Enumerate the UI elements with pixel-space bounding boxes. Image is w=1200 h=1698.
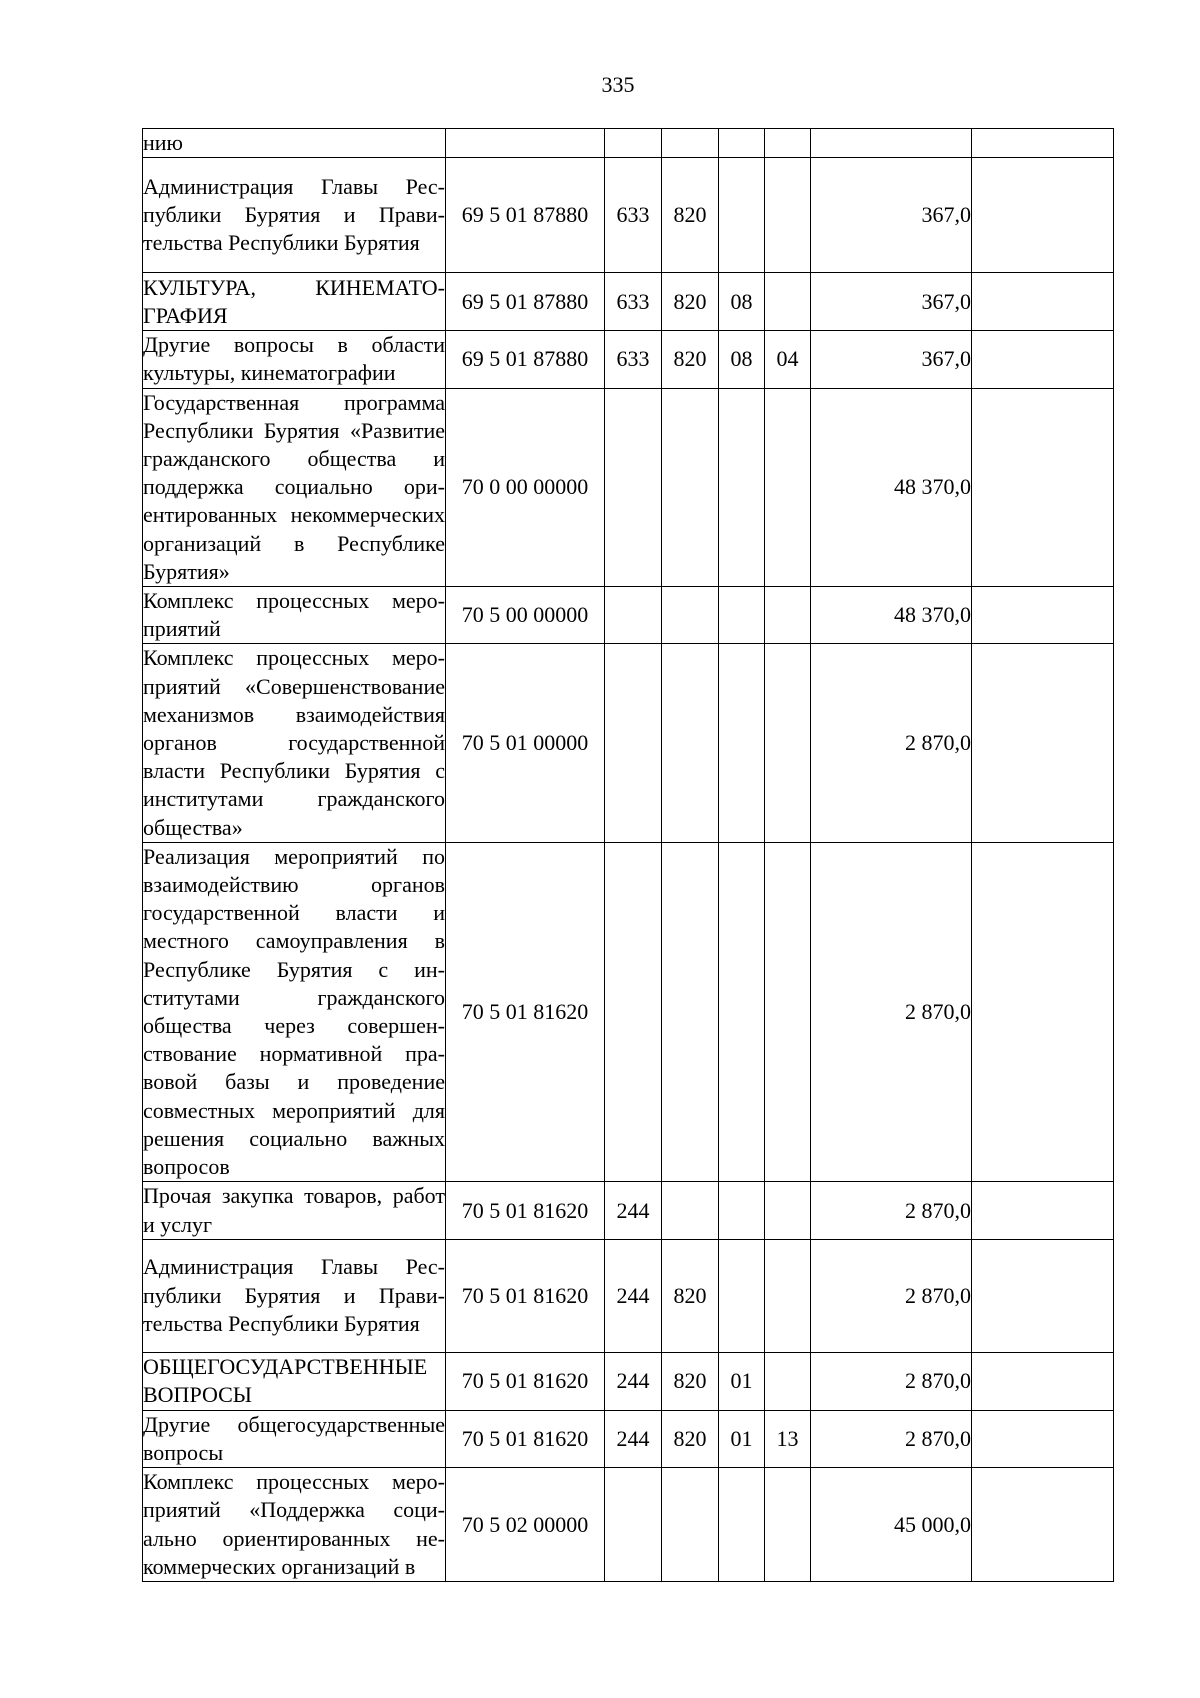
- extra-column: [972, 1352, 1114, 1410]
- extra-column: [972, 331, 1114, 388]
- expense-type-code: [605, 644, 662, 842]
- target-code: 70 5 02 00000: [446, 1468, 605, 1582]
- target-code: 69 5 01 87880: [446, 273, 605, 331]
- target-code: 70 5 01 81620: [446, 1410, 605, 1467]
- target-code: 69 5 01 87880: [446, 158, 605, 273]
- section-code: [719, 388, 765, 586]
- section-code: [719, 842, 765, 1181]
- row-description: Реализация мероприятий по взаимодействию органов государственной власти и местного самоуправления в Республике Бурятия с институтами гражданского общества через совершенствование нормативной правовой базы и проведение совместных мероприятий для решения социально важных вопросов: [143, 842, 446, 1181]
- table-row: [143, 587, 1114, 644]
- section-code: [719, 644, 765, 842]
- row-description: Государственная программа Республики Бурятия «Развитие гражданского общества и поддержка социально ориентированных некоммерческих организаций в Республике Бурятия»: [143, 388, 446, 586]
- grbs-code: [662, 587, 719, 644]
- extra-column: [972, 842, 1114, 1181]
- row-description: Администрация Главы Республики Бурятия и Правительства Республики Бурятия: [143, 1239, 446, 1352]
- expense-type-code: 244: [605, 1352, 662, 1410]
- amount: 367,0: [811, 158, 972, 273]
- expense-type-code: [605, 129, 662, 158]
- amount: 2 870,0: [811, 1239, 972, 1352]
- table-row: [143, 1352, 1114, 1410]
- expense-type-code: 244: [605, 1410, 662, 1467]
- grbs-code: [662, 1468, 719, 1582]
- expense-type-code: 633: [605, 273, 662, 331]
- section-code: 08: [719, 331, 765, 388]
- table-row: [143, 129, 1114, 158]
- extra-column: [972, 587, 1114, 644]
- grbs-code: 820: [662, 1352, 719, 1410]
- section-code: 08: [719, 273, 765, 331]
- amount: 2 870,0: [811, 644, 972, 842]
- amount: 48 370,0: [811, 587, 972, 644]
- amount: 367,0: [811, 273, 972, 331]
- grbs-code: [662, 388, 719, 586]
- subsection-code: [765, 1182, 811, 1239]
- grbs-code: [662, 129, 719, 158]
- subsection-code: 04: [765, 331, 811, 388]
- amount: 2 870,0: [811, 842, 972, 1181]
- extra-column: [972, 1182, 1114, 1239]
- grbs-code: [662, 644, 719, 842]
- amount: 2 870,0: [811, 1410, 972, 1467]
- subsection-code: [765, 644, 811, 842]
- extra-column: [972, 644, 1114, 842]
- expense-type-code: 633: [605, 331, 662, 388]
- extra-column: [972, 273, 1114, 331]
- target-code: 70 5 01 00000: [446, 644, 605, 842]
- subsection-code: [765, 842, 811, 1181]
- row-description: Администрация Главы Республики Бурятия и Правительства Республики Бурятия: [143, 158, 446, 273]
- table-row: [143, 1410, 1114, 1467]
- expense-type-code: [605, 587, 662, 644]
- table-row: [143, 388, 1114, 586]
- row-description: Комплекс процессных мероприятий «Совершенствование механизмов взаимодействия органов государственной власти Республики Бурятия с институтами гражданского общества»: [143, 644, 446, 842]
- grbs-code: [662, 1182, 719, 1239]
- table-row: [143, 331, 1114, 388]
- row-description: Другие общегосударственные вопросы: [143, 1410, 446, 1467]
- grbs-code: 820: [662, 273, 719, 331]
- target-code: 69 5 01 87880: [446, 331, 605, 388]
- table-row: [143, 1239, 1114, 1352]
- row-description: нию: [143, 129, 446, 158]
- table-row: [143, 273, 1114, 331]
- page-number: 335: [601, 72, 635, 97]
- extra-column: [972, 1410, 1114, 1467]
- grbs-code: 820: [662, 1239, 719, 1352]
- table-row: [143, 842, 1114, 1181]
- amount: [811, 129, 972, 158]
- grbs-code: 820: [662, 158, 719, 273]
- expense-type-code: 244: [605, 1182, 662, 1239]
- target-code: 70 5 01 81620: [446, 1352, 605, 1410]
- subsection-code: [765, 388, 811, 586]
- table-row: [143, 644, 1114, 842]
- table-row: [143, 158, 1114, 273]
- row-description: Прочая закупка товаров, работ и услуг: [143, 1182, 446, 1239]
- section-code: [719, 1182, 765, 1239]
- subsection-code: [765, 1468, 811, 1582]
- amount: 2 870,0: [811, 1182, 972, 1239]
- amount: 45 000,0: [811, 1468, 972, 1582]
- expense-type-code: [605, 842, 662, 1181]
- subsection-code: [765, 158, 811, 273]
- expense-type-code: 244: [605, 1239, 662, 1352]
- expense-type-code: 633: [605, 158, 662, 273]
- row-description: ОБЩЕГОСУДАРСТВЕННЫЕ ВОПРОСЫ: [143, 1352, 446, 1410]
- target-code: 70 5 01 81620: [446, 1182, 605, 1239]
- table-row: [143, 1468, 1114, 1582]
- extra-column: [972, 158, 1114, 273]
- table-row: [143, 1182, 1114, 1239]
- row-description: КУЛЬТУРА, КИНЕМАТОГРАФИЯ: [143, 273, 446, 331]
- extra-column: [972, 388, 1114, 586]
- extra-column: [972, 1239, 1114, 1352]
- section-code: [719, 587, 765, 644]
- section-code: 01: [719, 1352, 765, 1410]
- extra-column: [972, 129, 1114, 158]
- section-code: [719, 158, 765, 273]
- section-code: [719, 1468, 765, 1582]
- amount: 367,0: [811, 331, 972, 388]
- grbs-code: [662, 842, 719, 1181]
- target-code: 70 5 01 81620: [446, 842, 605, 1181]
- amount: 2 870,0: [811, 1352, 972, 1410]
- budget-table: [142, 128, 1114, 1582]
- row-description: Комплекс процессных мероприятий «Поддержка социально ориентированных некоммерческих организаций в: [143, 1468, 446, 1582]
- target-code: [446, 129, 605, 158]
- section-code: [719, 129, 765, 158]
- subsection-code: [765, 273, 811, 331]
- grbs-code: 820: [662, 1410, 719, 1467]
- subsection-code: [765, 1239, 811, 1352]
- extra-column: [972, 1468, 1114, 1582]
- target-code: 70 5 01 81620: [446, 1239, 605, 1352]
- amount: 48 370,0: [811, 388, 972, 586]
- subsection-code: [765, 129, 811, 158]
- subsection-code: 13: [765, 1410, 811, 1467]
- grbs-code: 820: [662, 331, 719, 388]
- section-code: [719, 1239, 765, 1352]
- expense-type-code: [605, 388, 662, 586]
- row-description: Другие вопросы в области культуры, кинематографии: [143, 331, 446, 388]
- subsection-code: [765, 1352, 811, 1410]
- expense-type-code: [605, 1468, 662, 1582]
- target-code: 70 5 00 00000: [446, 587, 605, 644]
- target-code: 70 0 00 00000: [446, 388, 605, 586]
- subsection-code: [765, 587, 811, 644]
- section-code: 01: [719, 1410, 765, 1467]
- row-description: Комплекс процессных мероприятий: [143, 587, 446, 644]
